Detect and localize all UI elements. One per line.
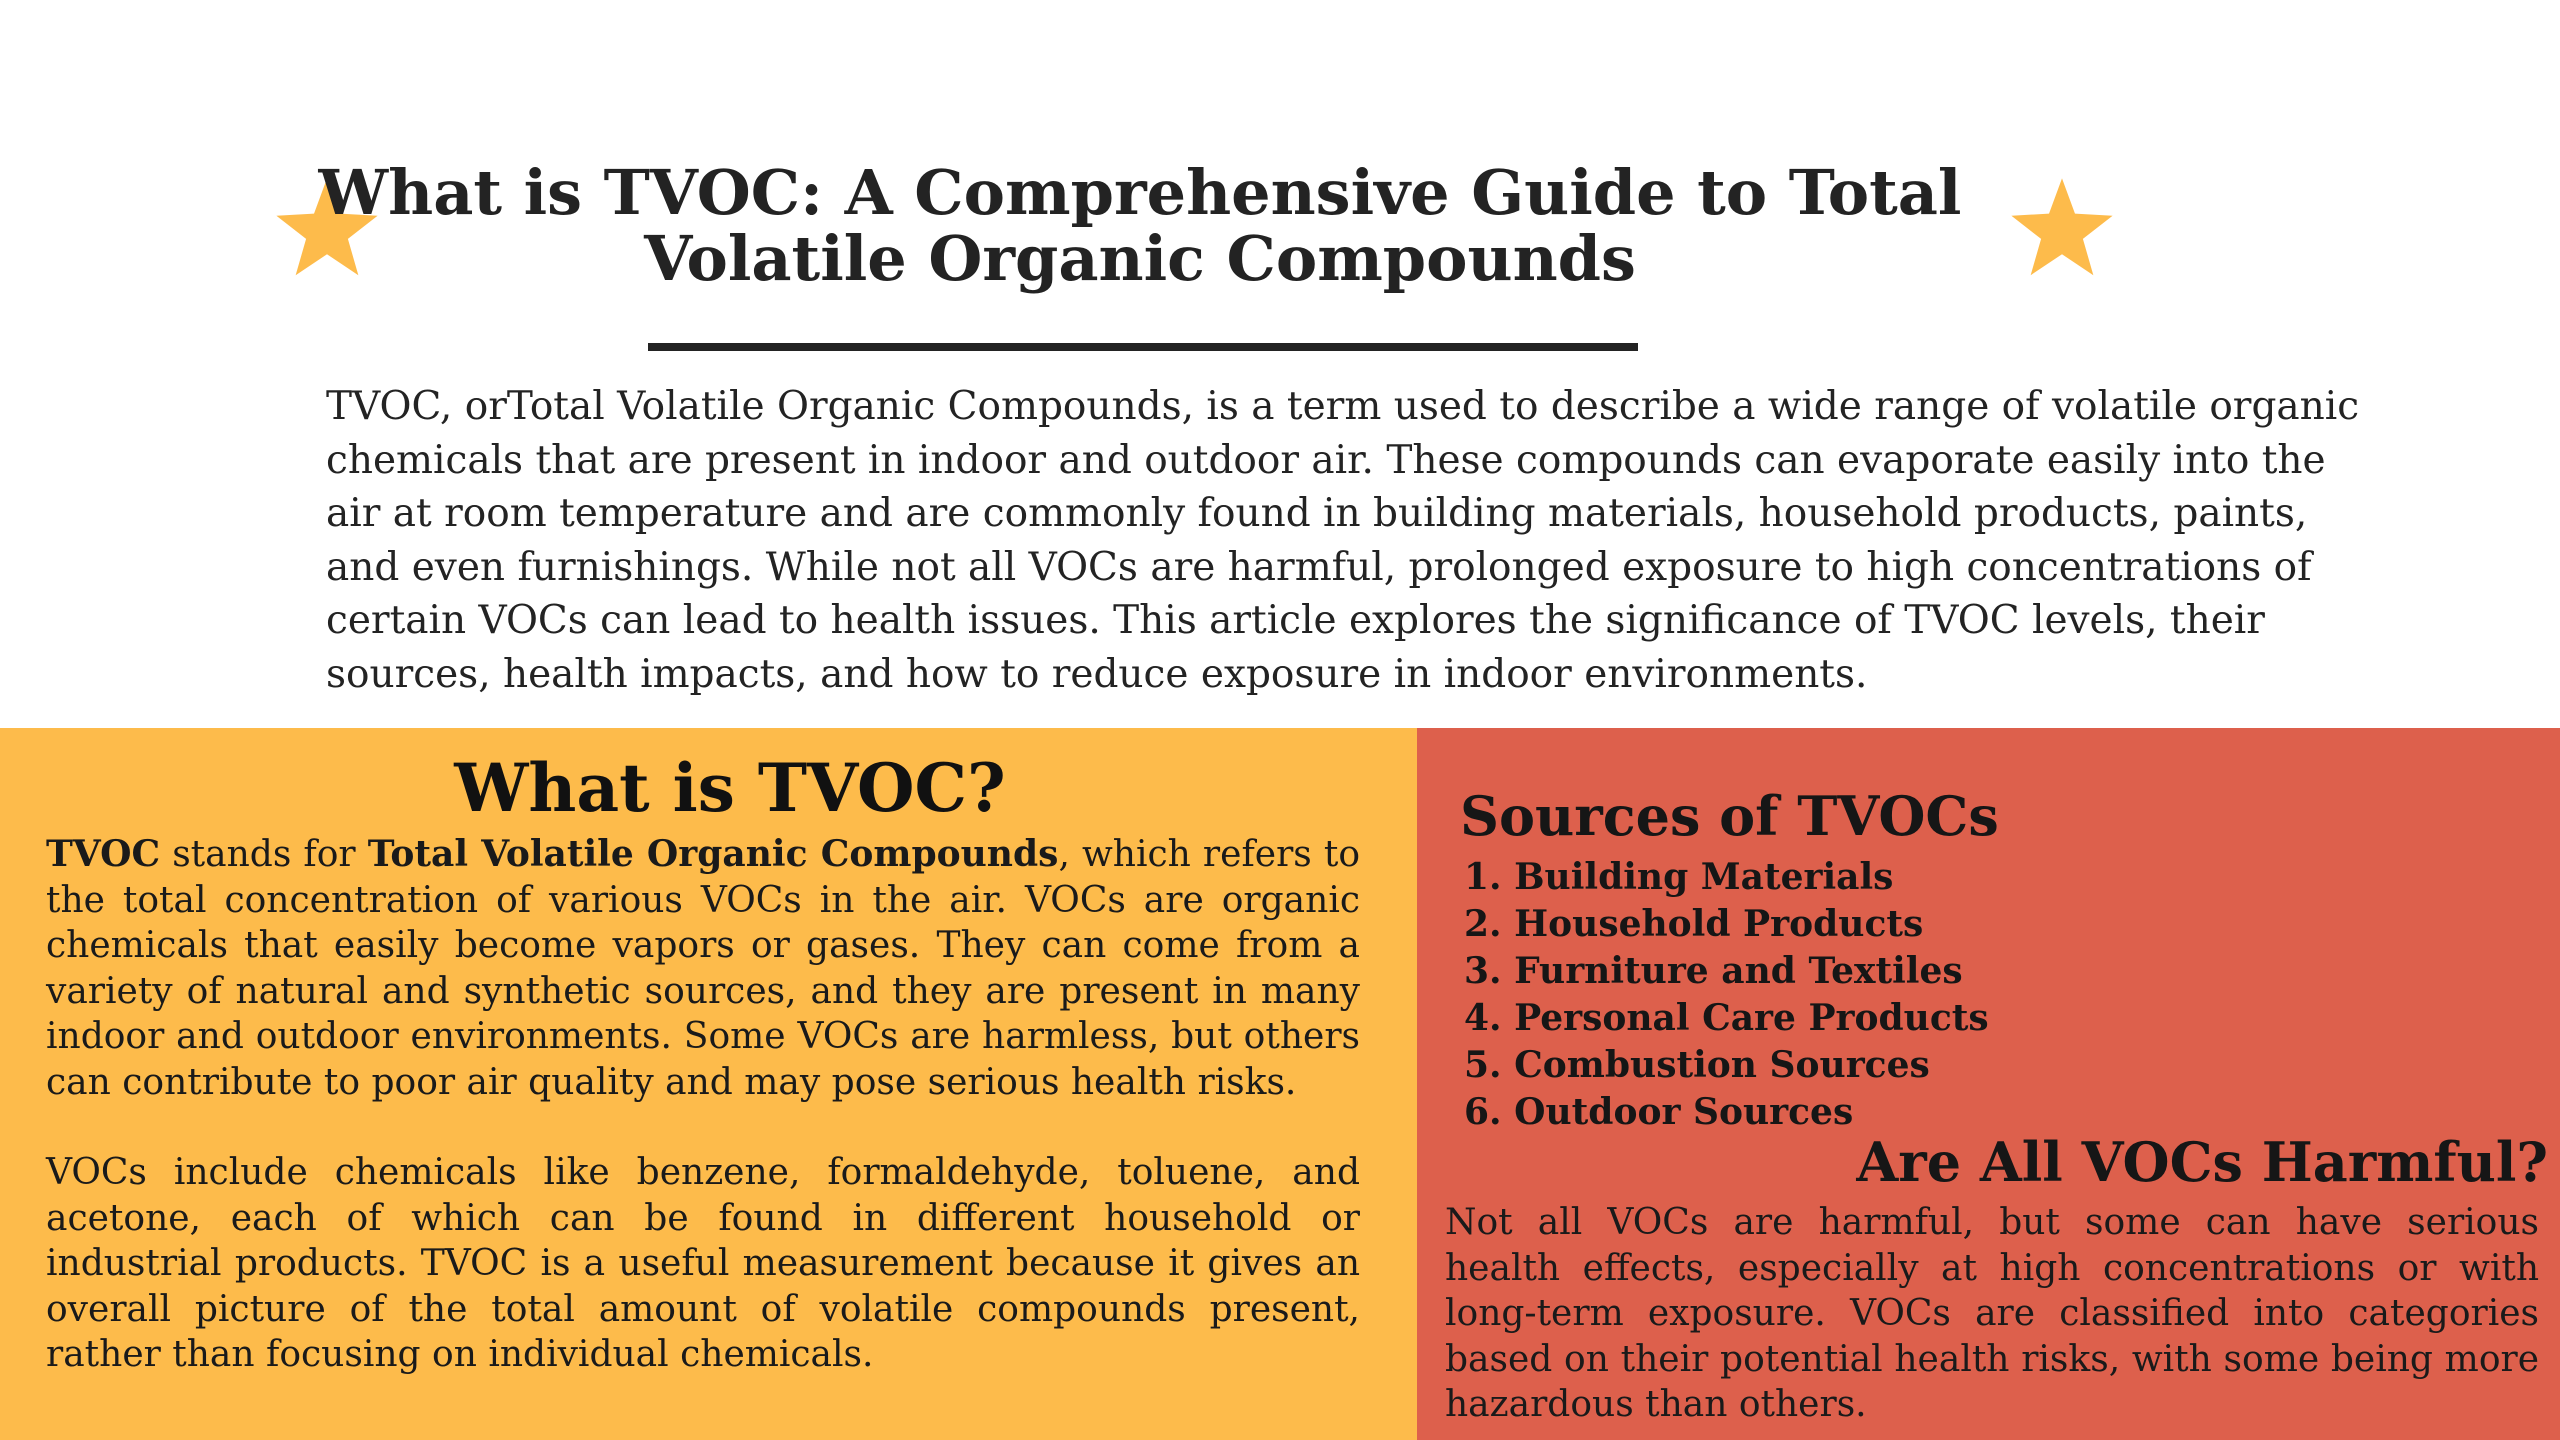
tvoc-term: TVOC: [46, 833, 161, 875]
page-title-line-1: What is TVOC: A Comprehensive Guide to Total: [318, 156, 1962, 229]
page-title: [0, 156, 2280, 295]
what-is-tvoc-panel: [0, 728, 1417, 1440]
list-item: 2. Household Products: [1464, 903, 1924, 945]
list-item: 1. Building Materials: [1464, 856, 1894, 898]
harmful-heading: Are All VOCs Harmful?: [1856, 1130, 2548, 1194]
list-item: 6. Outdoor Sources: [1464, 1091, 1854, 1133]
sources-panel: [1417, 728, 2560, 1440]
list-item: 3. Furniture and Textiles: [1464, 950, 1963, 992]
list-item: 5. Combustion Sources: [1464, 1044, 1930, 1086]
what-is-tvoc-paragraph-2: VOCs include chemicals like benzene, formaldehyde, toluene, and acetone, each of which can be found in different household or industrial products. TVOC is a useful measurement because it gives an overall picture of the total amount of volatile compounds present, rather than focusing on individual chemicals.: [46, 1152, 1360, 1375]
what-is-tvoc-paragraph-1: [46, 832, 1360, 1105]
what-is-tvoc-heading: What is TVOC?: [454, 749, 1006, 827]
list-item: 4. Personal Care Products: [1464, 997, 1989, 1039]
intro-paragraph: TVOC, orTotal Volatile Organic Compounds, is a term used to describe a wide range of volatile organic chemicals that are present in indoor and outdoor air. These compounds can evaporate easily into the air at room temperature and are commonly found in building materials, household products, paints, and even furnishings. While not all VOCs are harmful, prolonged exposure to high concentrations of certain VOCs can lead to health issues. This article explores the significance of TVOC levels, their sources, health impacts, and how to reduce exposure in indoor environments.: [326, 384, 2360, 697]
tvoc-connector: stands for: [160, 834, 368, 875]
tvoc-definition: , which refers to the total concentration of various VOCs in the air. VOCs are organic chemicals that easily become vapors or gases. They can come from a variety of natural and synthetic sources, and they are present in many indoor and outdoor environments. Some VOCs are harmless, but others can contribute to poor air quality and may pose serious health risks.: [46, 834, 1360, 1103]
title-divider: [648, 343, 1638, 351]
tvoc-full-name: Total Volatile Organic Compounds: [367, 833, 1059, 875]
page-title-line-2: Volatile Organic Compounds: [644, 222, 1636, 295]
what-is-tvoc-body: [46, 832, 1360, 1423]
sources-heading: Sources of TVOCs: [1460, 784, 1999, 848]
sources-list: [1464, 854, 1989, 1136]
harmful-paragraph: Not all VOCs are harmful, but some can have serious health effects, especially at high concentrations or with long-term exposure. VOCs are classified into categories based on their potential health risks, with some being more hazardous than others.: [1445, 1202, 2539, 1425]
